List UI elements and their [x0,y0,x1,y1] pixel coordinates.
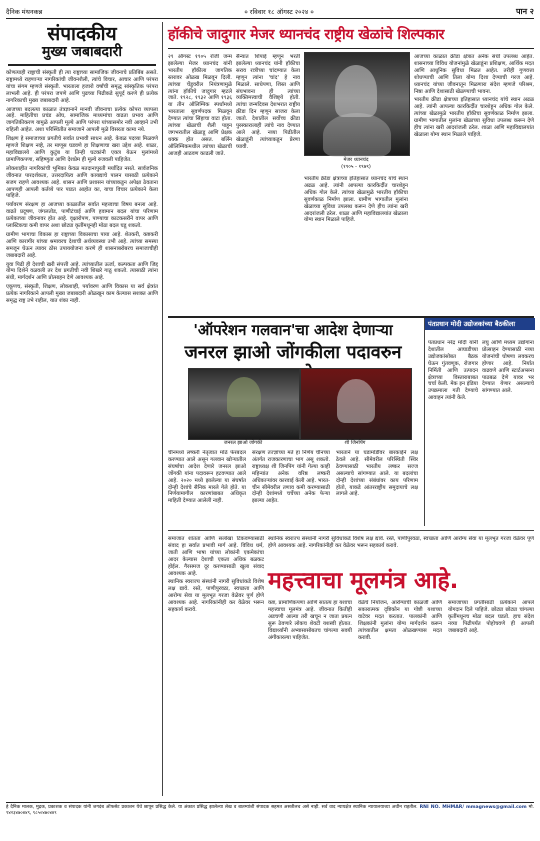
editorial-paragraph: पर्यावरण संरक्षण हा आजच्या काळातील सर्वात महत्त्वाचा विषय बनला आहे. वाढते प्रदूषण, जंगलतोड, पाणीटंचाई आणि हवामान बदल यांचा परिणाम प्रत्येकाच्या जीवनावर होत आहे. वृक्षारोपण, पाण्याचा काटकसरीने वापर आणि प्लास्टिकचा कमी वापर अशा छोट्या कृतींमधूनही मोठा बदल घडू शकतो. [6,202,158,230]
bottom-text-top [268,536,534,564]
hockey-text-col-4 [414,54,534,312]
galwan-paragraph: चीनमध्ये लष्करी नेतृत्वात मोठे फेरबदल करण्यात आले असून गलवान खोऱ्यातील संघर्षाचा आदेश देणारे जनरल झाओ जोंगकी यांना पदावरून हटवण्यात आले आहे. २०२० मध्ये झालेल्या या संघर्षात दोन्ही देशांचे सैनिक मारले गेले होते. या निर्णयामागील कारणांबाबत अधिकृत माहिती देण्यात आलेली नाही. [168,450,246,505]
contact-phone: मो. ९४२३४७०४४९, ९८५०४७०४४९ [6,805,534,816]
column-divider [162,22,163,796]
pm-text-col-1 [428,340,478,522]
bottom-paragraph: वेळेचे नियोजन, आरोग्याची काळजी आणि सकारात्मक दृष्टिकोन या गोष्टी यशाच्या वाटेवर मदत करतात. पालकांनी आणि शिक्षकांनी मुलांना योग्य मार्गदर्शन करून त्यांच्यातील क्षमता ओळखण्यास मदत करावी. [358,600,442,641]
bottom-headline: महत्त्वाचा मूलमंत्र आहे. [268,568,459,594]
pm-news-box [424,318,535,526]
caption-right: शी जिनपिंग [344,440,366,446]
editorial-paragraph: शिक्षण हे समाजाच्या प्रगतीचे सर्वात प्रभावी साधन आहे. केवळ पदव्या मिळवणे म्हणजे शिक्षण नव्हे, तर माणूस घडवणे हा शिक्षणाचा खरा उद्देश आहे. शाळा, महाविद्यालये आणि कुटुंब या तिन्ही घटकांनी एकत्र येऊन मुलांमध्ये प्रामाणिकपणा, सहिष्णुता आणि देशप्रेम ही मूल्ये रुजवली पाहिजेत. [6,136,158,163]
editorial-paragraph: ग्रामीण भागाचा विकास हा राष्ट्राच्या विकासाचा पाया आहे. शेतकरी, कष्टकरी आणि कारागीर यांच्या श्रमावरच देशाची अर्थव्यवस्था उभी आहे. त्यांच्या समस्या समजून घेऊन त्यावर ठोस उपाययोजना करणे ही शासनाबरोबरच समाजाचीही जबाबदारी आहे. [6,231,158,259]
galwan-headline: जनरल झाओ जोंगकीला पदावरुन [184,342,402,363]
hockey-text-col-3 [304,176,408,312]
bottom-headline-box [268,566,534,596]
editorial-paragraph: आजच्या बदलत्या काळात तंत्रज्ञानाने मानवी जीवनाचा प्रत्येक कोपरा व्यापला आहे. माहितीचा प्रचंड ओघ, सामाजिक माध्यमांचा वाढता प्रभाव आणि जागतिकीकरण यामुळे आपली मूल्ये आणि परंपरा यांच्यासमोर नवी आव्हाने उभी राहिली आहेत. अशा परिस्थितीत समाजाने आपली मुळे विसरता कामा नये. [6,106,158,134]
bottom-text-col-3 [268,600,352,796]
xi-jinping-photo [300,368,412,440]
bottom-paragraph: समाजाच्या प्रगतीसाठी प्रत्येकाने आपले योगदान दिले पाहिजे. छोट्या छोट्या चांगल्या कृतींमधूनच मोठा बदल घडतो. हाच संदेश नव्या पिढीपर्यंत पोहोचवणे ही आपली जबाबदारी आहे. [448,600,534,634]
galwan-paragraph: भारताने या घडामोडींवर बारकाईने लक्ष ठेवले आहे. सीमेवरील परिस्थिती स्थिर ठेवण्यासाठी भारतीय लष्कर सज्ज असल्याचे सांगण्यात आले. या बदलांचा दोन्ही देशांच्या संबंधांवर काय परिणाम होतो, याकडे आंतरराष्ट्रीय समुदायाचे लक्ष लागले आहे. [336,450,418,498]
galwan-text-col-2 [252,450,330,526]
date-line: ० रविवार १८ ऑगस्ट २०२४ ० [244,7,314,16]
editorial-column [6,22,158,798]
hockey-paragraph: २९ ऑगस्ट १९०५ रोजी जन्म झालेल्या मेजर ध्यानचंद यांनी भारतीय हॉकीला जागतिक स्तरावर ओळख मिळवून दिली. त्यांच्या चेंडूवरील नियंत्रणामुळे त्यांना हॉकीचे जादुगार म्हटले जाते. १९२८, १९३२ आणि १९३६ या तीन ऑलिम्पिक स्पर्धांमध्ये भारताला सुवर्णपदक मिळवून देण्यात त्यांचा सिंहाचा वाटा होता. त्यांच्या खेळाची शैली पाहून जगभरातील खेळाडू आणि प्रेक्षक थक्क होत असत. बर्लिन ऑलिम्पिकमधील त्यांच्या खेळाची आजही आठवण काढली जाते. [168,54,232,157]
hockey-paragraph: भारतीय क्रीडा क्षेत्राच्या इतिहासात ध्यानचंद यांचे स्थान अढळ आहे. त्यांनी आपल्या कारकिर्दीत चारशेहून अधिक गोल केले. त्यांच्या खेळामुळे भारतीय हॉकीचा सुवर्णकाळ निर्माण झाला. ग्रामीण भागातील मुलांना खेळाच्या सुविधा उपलब्ध करून देणे हीच त्यांना खरी आदरांजली ठरेल. शाळा आणि महाविद्यालयांत खेळाला योग्य स्थान मिळाले पाहिजे. [414,97,534,138]
pm-box-title: पंतप्रधान मोदी उद्योजकांच्या बैठकीला [425,318,535,330]
galwan-paragraph: संरक्षण तज्ज्ञांच्या मते हा निर्णय चीनच्या अंतर्गत राजकारणाचा भाग असू शकतो. राष्ट्राध्यक्ष शी जिनपिंग यांनी गेल्या काही महिन्यांत अनेक वरिष्ठ लष्करी अधिकाऱ्यांवर कारवाई केली आहे. भारत-चीन सीमेवरील तणाव कमी करण्यासाठी दोन्ही देशांमध्ये चर्चेच्या अनेक फेऱ्या झाल्या आहेत. [252,450,330,505]
pm-paragraph: लघु आणि मध्यम उद्योगांना प्रोत्साहन देण्यासाठी नव्या योजनांची घोषणा लवकरच होणार आहे. निर्यात वाढवणे आणि स्टार्टअप्सना पाठबळ देणे यावर भर देण्यात येणार असल्याचे सांगण्यात आले. [482,340,534,395]
pm-text-col-2 [482,340,534,522]
hockey-text-col-2 [236,54,300,312]
editorial-paragraph: एकूणच, संस्कृती, शिक्षण, लोकशाही, पर्यावरण आणि विकास या सर्व क्षेत्रांत प्रत्येक नागरिकाने आपली मुख्य जबाबदारी ओळखून काम केल्यास सशक्त आणि समृद्ध राष्ट्र उभे राहील, यात शंका नाही. [6,284,158,305]
editorial-paragraph: लोकशाहीत नागरिकांची भूमिका केवळ मतदानापुरती मर्यादित नसते. सार्वजनिक जीवनात पारदर्शकता, उत्तरदायित्व आणि कायद्याचे पालन यासाठी प्रत्येकाने सजग राहणे आवश्यक आहे. शासन आणि प्रशासन यांच्याकडून अपेक्षा ठेवताना आपणही आपली कर्तव्ये पार पाडत आहोत का, याचा विचार प्रत्येकाने केला पाहिजे. [6,165,158,200]
bottom-text-col-1 [168,536,264,796]
masthead [6,4,534,19]
bottom-text-col-4 [358,600,442,796]
galwan-text-col-1 [168,450,246,526]
zhao-zongqi-photo [188,368,300,440]
contact-email: mmagnews@gmail.com [465,805,527,810]
hockey-headline: हॉकीचे जादुगार मेजर ध्यानचंद राष्ट्रीय खेळांचे शिल्पकार [168,27,445,43]
imprint-footer [6,802,534,839]
pm-paragraph: पंतप्रधान नरेंद्र मोदी यांनी देशातील आघाडीच्या उद्योजकांसोबत बैठक घेऊन गुंतवणूक, रोजगार निर्मिती आणि उत्पादन क्षेत्राच्या विस्ताराबाबत चर्चा केली. मेक इन इंडिया उपक्रमाला गती देण्याचे आवाहन त्यांनी केले. [428,340,478,402]
hockey-text-col-1 [168,54,232,312]
hockey-headline-bar [168,22,534,49]
galwan-text-col-3 [336,450,418,526]
registration-number: RNI NO. MHMAR/ [419,805,465,810]
photo-caption [304,157,408,170]
paper-name: दैनिक मंथनकन्न [6,7,43,16]
bottom-paragraph: स्थानिक स्वराज्य संस्थांनी नागरी सुविधांकडे विशेष लक्ष द्यावे. रस्ते, पाणीपुरवठा, स्वच्छता आणि आरोग्य सेवा या मूलभूत गरजा वेळेवर पूर्ण होणे आवश्यक आहे. नागरिकांनीही कर वेळेवर भरून सहकार्य करावे. [268,536,534,549]
section-divider [168,530,534,531]
caption-left: जनरल झाओ जोंगकी [223,440,263,446]
hockey-paragraph: आजच्या काळात क्रीडा क्षेत्रात अनेक संधी उपलब्ध आहेत. शासनाच्या विविध योजनांमुळे खेळाडूंना प्रशिक्षण, आर्थिक मदत आणि आधुनिक सुविधा मिळत आहेत. तरीही गुणवत्ता शोधण्याची आणि तिला योग्य दिशा देण्याची गरज आहे. ध्यानचंद यांच्या जीवनातून मिळणारा संदेश म्हणजे परिश्रम, निष्ठा आणि देशासाठी खेळण्याची भावना. [414,54,534,95]
imprint-text: हे दैनिक मालक, मुद्रक, प्रकाशक व संपादक यांनी जगदंब ऑफसेट प्रकाशन येथे छापून प्रसिद्ध केले. या अंकात प्रसिद्ध झालेल्या लेख व बातम्यांशी संपादक सहमत असतीलच असे नाही. सर्व वाद न्यायक्षेत्र स्थानिक न्यायालयाच्या अधीन राहतील. [6,805,418,810]
bottom-paragraph: स्थानिक स्वराज्य संस्थांनी नागरी सुविधांकडे विशेष लक्ष द्यावे. रस्ते, पाणीपुरवठा, स्वच्छता आणि आरोग्य सेवा या मूलभूत गरजा वेळेवर पूर्ण होणे आवश्यक आहे. नागरिकांनीही कर वेळेवर भरून सहकार्य करावे. [168,579,264,614]
caption-name: मेजर ध्यानचंद [343,157,369,163]
dhyanchand-photo [304,52,410,156]
galwan-kicker: 'ऑपरेशन गलवान'चा आदेश देणाऱ्या [193,321,393,339]
page-number: पान २ [515,6,534,16]
hockey-paragraph: सैन्यात शिपाई म्हणून भरती झालेल्या ध्यानचंद यांनी हॉकीचा सराव रात्रीच्या चांदण्यात केला म्हणून त्यांना 'चांद' हे नाव मिळाले. साधेपणा, शिस्त आणि संघभावना ही त्यांच्या व्यक्तिमत्त्वाची वैशिष्ट्ये होती. त्यांचा जन्मदिवस देशभरात राष्ट्रीय क्रीडा दिन म्हणून साजरा केला जातो. देशातील सर्वोच्च क्रीडा पुरस्कारालाही त्यांचे नाव देण्यात आले आहे. नव्या पिढीतील खेळाडूंनी त्यांच्याकडून प्रेरणा घ्यावी. [236,54,300,150]
bottom-paragraph: कष्ट, प्रामाणिकपणा आणि सातत्य हा यशाचा महत्त्वाचा मूलमंत्र आहे. जीवनात कितीही अडचणी आल्या तरी खचून न जाता प्रयत्न सुरू ठेवणारे लोकच शेवटी यशस्वी होतात. विद्यार्थ्यांनी अभ्यासासोबतच चांगल्या सवयी अंगीकारल्या पाहिजेत. [268,600,352,641]
caption-dates: (१९०५ - १९७९) [341,163,371,170]
hockey-paragraph: भारतीय क्रीडा क्षेत्राच्या इतिहासात ध्यानचंद यांचे स्थान अढळ आहे. त्यांनी आपल्या कारकिर्दीत चारशेहून अधिक गोल केले. त्यांच्या खेळामुळे भारतीय हॉकीचा सुवर्णकाळ निर्माण झाला. ग्रामीण भागातील मुलांना खेळाच्या सुविधा उपलब्ध करून देणे हीच त्यांना खरी आदरांजली ठरेल. शाळा आणि महाविद्यालयांत खेळाला योग्य स्थान मिळाले पाहिजे. [304,176,408,224]
editorial-title: संपादकीय [47,23,117,45]
bottom-text-col-5 [448,600,534,796]
editorial-subtitle: मुख्य जबाबदारी [8,44,156,66]
editorial-paragraph: कोणत्याही राष्ट्राची संस्कृती ही त्या राष्ट्राच्या सामाजिक जीवनाचे प्रतिबिंब असते. राष्ट्रामध्ये राहणाऱ्या नागरिकांची जीवनशैली, त्यांचे विचार, आचार आणि परंपरा यांचा संगम म्हणजे संस्कृती. भारताला हजारो वर्षांची समृद्ध सांस्कृतिक परंपरा लाभली आहे. ही परंपरा जपणे आणि पुढच्या पिढीकडे सुपूर्द करणे ही प्रत्येक नागरिकाची मुख्य जबाबदारी आहे. [6,70,158,104]
editorial-paragraph: युवा पिढी ही देशाची खरी संपत्ती आहे. त्यांच्यातील ऊर्जा, कल्पकता आणि जिद्द योग्य दिशेने वळवली तर देश प्रगतीची नवी शिखरे गाठू शकतो. त्यासाठी त्यांना संधी, मार्गदर्शन आणि प्रोत्साहन देणे आवश्यक आहे. [6,261,158,282]
bottom-paragraph: समाजात शांतता आणि सलोखा टिकवण्यासाठी संवाद हा सर्वात प्रभावी मार्ग आहे. विविध धर्म, जाती आणि भाषा यांच्या लोकांनी एकमेकांचा आदर केल्यास देशाची एकता अधिक बळकट होईल. गैरसमज दूर करण्यासाठी खुला संवाद आवश्यक आहे. [168,536,264,577]
